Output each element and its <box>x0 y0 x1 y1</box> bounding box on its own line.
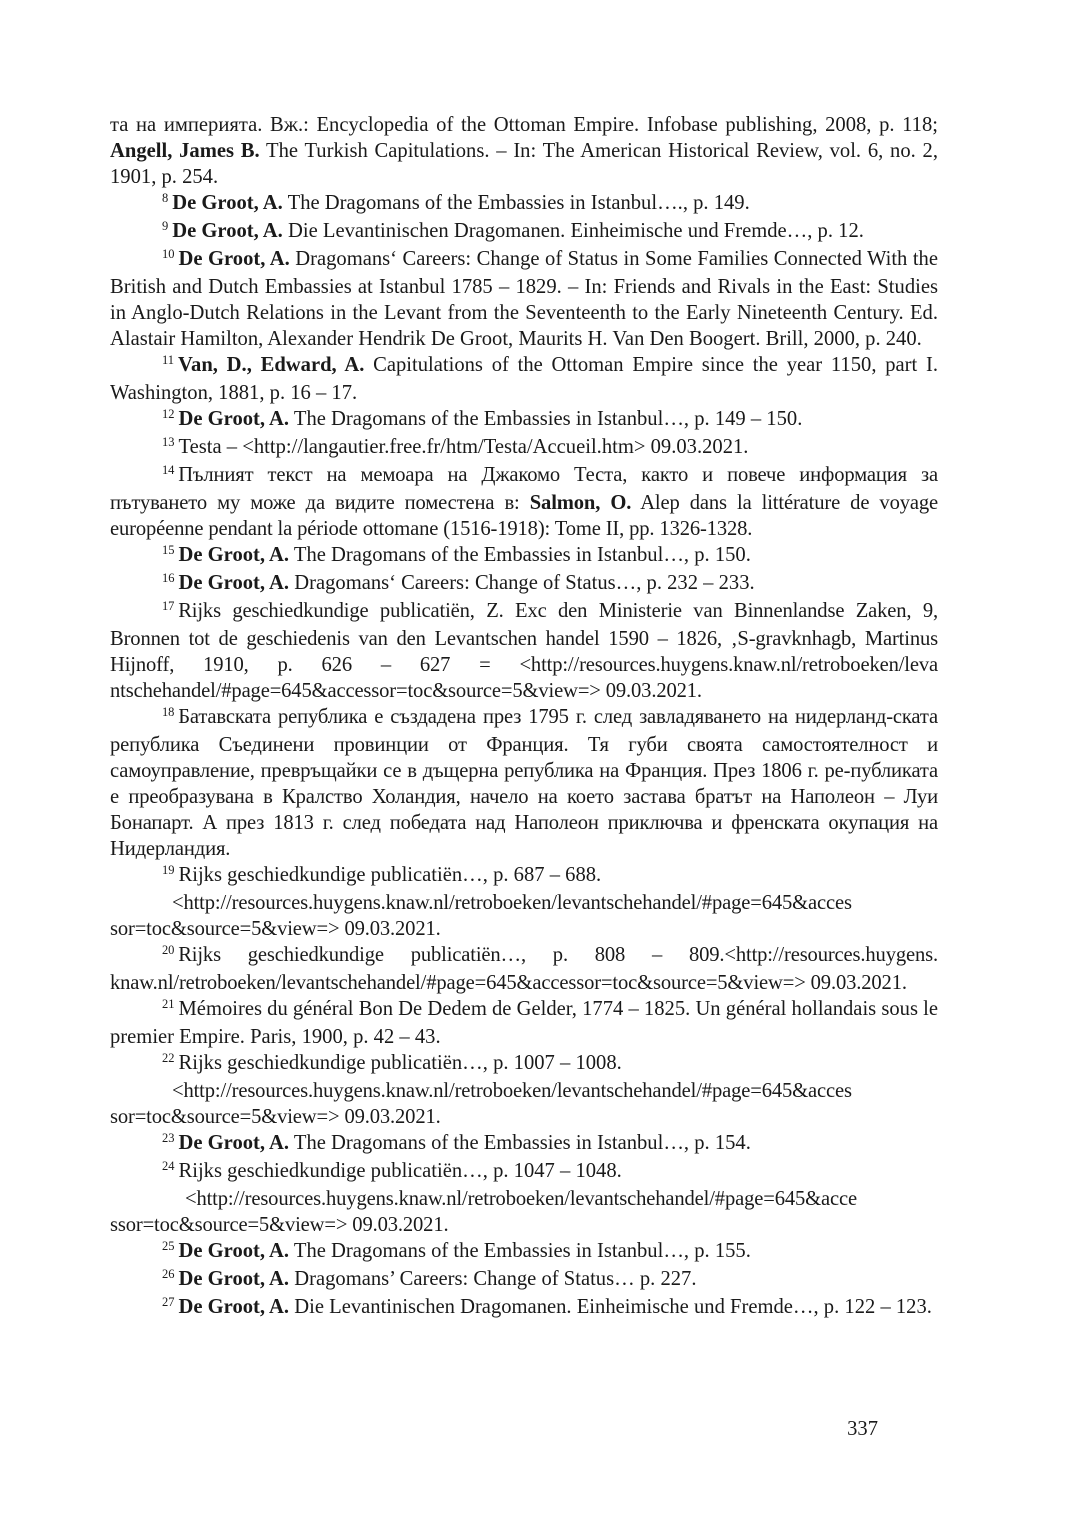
author-name: De Groot, A. <box>172 220 283 242</box>
footnote-number: 27 <box>162 1295 175 1309</box>
footnote-22-url: <http://resources.huygens.knaw.nl/retroboeken/levantschehandel/#page=645&acces sor=toc&source=5&view=> 09.03.2021. <box>110 1080 852 1128</box>
footnote-24: $^{24}$ Rijks geschiedkundige publicatiën…, p. 1047 – 1048. <box>162 1159 622 1182</box>
footnote-17: $^{17}$ Rijks geschiedkundige publicatiën, Z. Exc den Ministerie van Binnenlandse Zaken, 9, Bronnen tot de geschiedenis van den Levantschen handel 1590 – 1826, ‚S-gravknhagb, Martinus Hijnoff, 1910, p. 626 – 627 = <http://resources.huygens.knaw.nl/retroboeken/leva ntschehandel/#page=645&accessor=toc&source=5&view=> 09.03.2021. <box>110 599 938 702</box>
author-name: Angell, James B. <box>110 140 260 162</box>
footnote-22: $^{22}$ Rijks geschiedkundige publicatiën…, p. 1007 – 1008. <box>162 1051 622 1074</box>
footnote-13: $^{13}$ Testa – <http://langautier.free.fr/htm/Testa/Accueil.htm> 09.03.2021. <box>162 435 749 458</box>
author-name: Van, D., Edward, A. <box>178 354 365 376</box>
author-name: De Groot, A. <box>178 1268 290 1290</box>
author-name: De Groot, A. <box>178 1296 290 1318</box>
footnote-number: 17 <box>162 599 175 613</box>
author-name: De Groot, A. <box>178 1132 290 1154</box>
footnote-number: 16 <box>162 571 175 585</box>
footnote-14: $^{14}$ Пълният текст на мемоара на Джакомо Теста, както и повече информация за пътуването му може да видите поместена в: Salmon, O. Alep dans la littérature de voyage européenne pendant la période ottomane (1516-1918): Tome II, pp. 1326-1328. <box>110 463 938 540</box>
footnote-number: 15 <box>162 543 175 557</box>
footnote-23: $^{23}$ De Groot, A. The Dragomans of the Embassies in Istanbul…, p. 154. <box>162 1131 751 1154</box>
footnote-number: 9 <box>162 219 169 233</box>
footnote-21: $^{21}$ Mémoires du général Bon De Dedem de Gelder, 1774 – 1825. Un général hollandais sous le premier Empire. Paris, 1900, p. 42 – 43. <box>110 997 938 1048</box>
footnote-19: $^{19}$ Rijks geschiedkundige publicatiën…, p. 687 – 688. <box>162 863 602 886</box>
footnotes-block <box>110 112 938 1322</box>
footnote-18: $^{18}$ Батавската република е създадена през 1795 г. след завладяването на нидерланд-ската република Съединени провинции от Франция. Тя губи своята самостоятелност и самоуправление, превръщайки се в дъщерна република на Франция. През 1806 г. ре-публиката е преобразувана в Кралство Холандия, начело на което застава братът на Наполеон – Луи Бонапарт. А през 1813 г. след победата над Наполеон приключва и френската окупация на Нидерландия. <box>110 705 938 860</box>
footnote-10: $^{10}$ De Groot, A. Dragomans‘ Careers: Change of Status in Some Families Connected With the British and Dutch Embassies at Istanbul 1785 – 1829. – In: Friends and Rivals in the East: Studies in Anglo-Dutch Relations in the Levant from the Seventeenth to the Early Nineteenth Century. Ed. Alastair Hamilton, Alexander Hendrik De Groot, Maurits H. Van Den Boogert. Brill, 2000, p. 240. <box>110 247 938 350</box>
footnote-number: 24 <box>162 1159 175 1173</box>
footnote-number: 12 <box>162 407 175 421</box>
footnote-11: $^{11}$ Van, D., Edward, A. Capitulations of the Ottoman Empire since the year 1150, part I. Washington, 1881, p. 16 – 17. <box>110 353 938 404</box>
author-name: De Groot, A. <box>178 408 290 430</box>
footnote-number: 14 <box>162 463 175 477</box>
author-name: De Groot, A. <box>178 1240 290 1262</box>
footnote-12: $^{12}$ De Groot, A. The Dragomans of the Embassies in Istanbul…, p. 149 – 150. <box>162 407 803 430</box>
author-name: De Groot, A. <box>178 572 290 594</box>
footnote-15: $^{15}$ De Groot, A. The Dragomans of the Embassies in Istanbul…, p. 150. <box>162 543 751 566</box>
footnote-26: $^{26}$ De Groot, A. Dragomans’ Careers: Change of Status… p. 227. <box>162 1267 697 1290</box>
footnote-number: 13 <box>162 435 175 449</box>
footnote-8: $^8$ De Groot, A. The Dragomans of the Embassies in Istanbul…., p. 149. <box>162 191 750 214</box>
footnote-number: 23 <box>162 1131 175 1145</box>
footnote-16: $^{16}$ De Groot, A. Dragomans‘ Careers: Change of Status…, p. 232 – 233. <box>162 571 755 594</box>
footnote-number: 19 <box>162 863 175 877</box>
footnote-number: 22 <box>162 1051 175 1065</box>
footnote-number: 26 <box>162 1267 175 1281</box>
footnote-20: $^{20}$ Rijks geschiedkundige publicatiën…, p. 808 – 809.<http://resources.huygens. knaw.nl/retroboeken/levantschehandel/#page=645&accessor=toc&source=5&view=> 09.03.2021. <box>110 943 938 994</box>
footnote-25: $^{25}$ De Groot, A. The Dragomans of the Embassies in Istanbul…, p. 155. <box>162 1239 751 1262</box>
author-name: Salmon, O. <box>529 492 632 514</box>
footnote-19-url: <http://resources.huygens.knaw.nl/retroboeken/levantschehandel/#page=645&acces sor=toc&source=5&view=> 09.03.2021. <box>110 892 852 940</box>
footnote-27: $^{27}$ De Groot, A. Die Levantinischen Dragomanen. Einheimische und Fremde…, p. 122 – 123. <box>162 1295 932 1318</box>
footnote-number: 10 <box>162 247 175 261</box>
footnote-number: 8 <box>162 191 169 205</box>
footnote-24-url: <http://resources.huygens.knaw.nl/retroboeken/levantschehandel/#page=645&acce ssor=toc&source=5&view=> 09.03.2021. <box>110 1188 857 1236</box>
author-name: De Groot, A. <box>172 192 283 214</box>
footnote-number: 25 <box>162 1239 175 1253</box>
footnote-7-continuation: та на империята. Вж.: Encyclopedia of the Ottoman Empire. Infobase publishing, 2008, p. 118; Angell, James B. The Turkish Capitulations. – In: The American Historical Review, vol. 6, no. 2, 1901, p. 254. <box>110 114 938 188</box>
author-name: De Groot, A. <box>178 248 290 270</box>
author-name: De Groot, A. <box>178 544 290 566</box>
footnote-number: 20 <box>162 943 175 957</box>
footnote-number: 21 <box>162 997 175 1011</box>
footnote-number: 18 <box>162 705 175 719</box>
footnote-9: $^9$ De Groot, A. Die Levantinischen Dragomanen. Einheimische und Fremde…, p. 12. <box>162 219 864 242</box>
page-number: 337 <box>847 1418 878 1440</box>
footnote-number: 11 <box>162 353 175 367</box>
